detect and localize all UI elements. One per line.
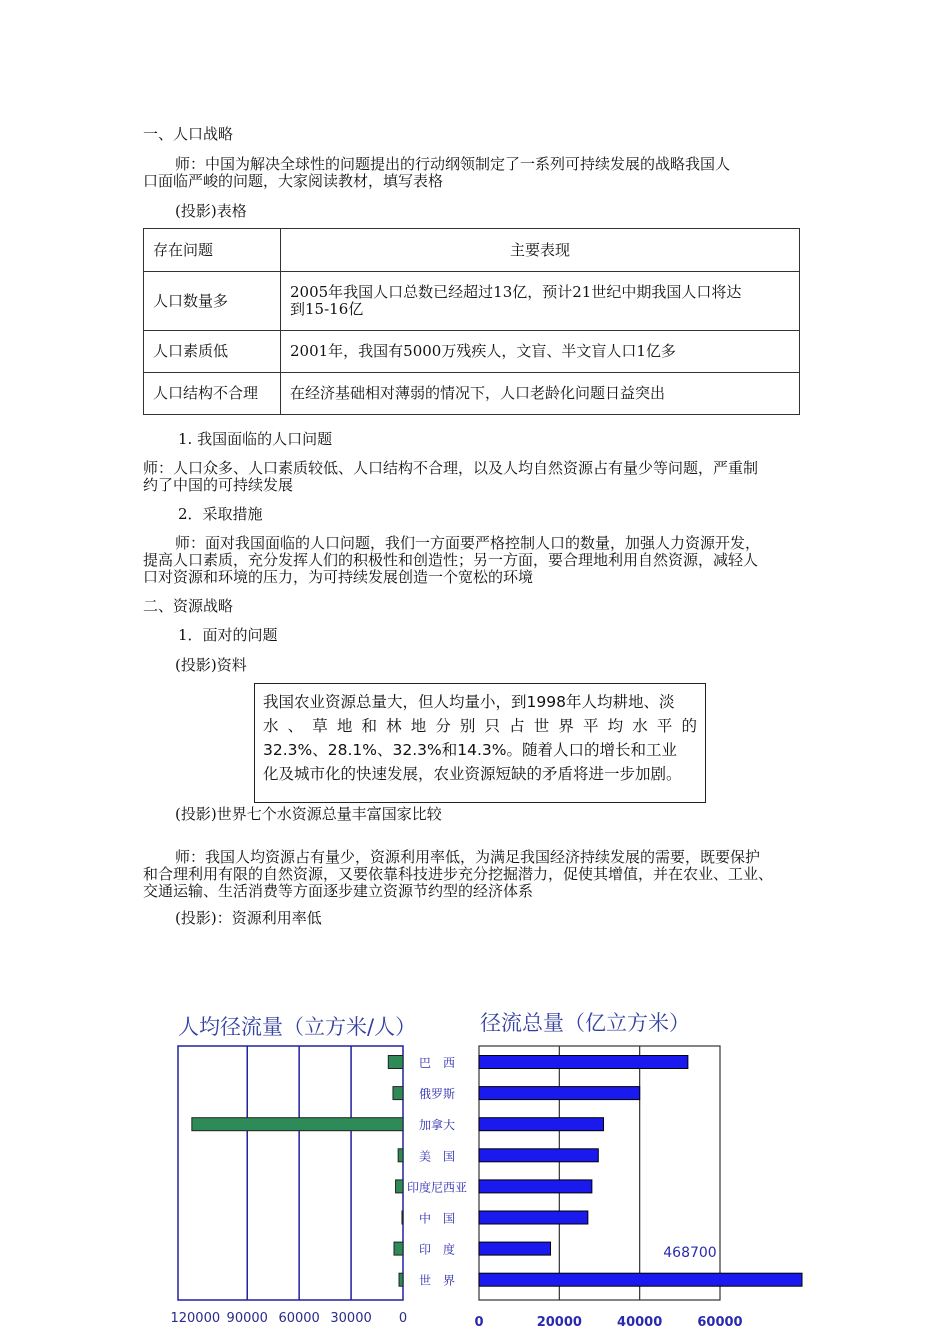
table-row: [144, 331, 800, 373]
right-chart-bar: [479, 1180, 592, 1193]
table-header-detail: 主要表现: [281, 229, 800, 272]
material-line-3: 32.3%、28.1%、32.3%和14.3%。随着人口的增长和工业: [263, 741, 677, 759]
right-chart-tick-label: 0: [474, 1315, 484, 1330]
right-chart-tick-label: 40000: [617, 1315, 663, 1330]
left-chart-bar: [394, 1242, 403, 1255]
left-chart-bar: [393, 1087, 403, 1100]
projection-label-water-comparison: (投影)世界七个水资源总量丰富国家比较: [175, 805, 442, 823]
projection-label-utilization: (投影)：资源利用率低: [175, 909, 322, 927]
left-chart-tick-label: 120000: [170, 1311, 221, 1326]
table-cell-issue: 人口数量多: [144, 272, 281, 331]
left-chart-tick-label: 0: [398, 1311, 408, 1326]
left-chart-bar: [388, 1056, 403, 1069]
table-header-issue: 存在问题: [144, 229, 281, 272]
left-chart-frame: [178, 1046, 403, 1300]
right-chart-bar: [479, 1273, 802, 1286]
left-chart-bar: [192, 1118, 403, 1131]
paragraph-4-line-3: 交通运输、生活消费等方面逐步建立资源节约型的经济体系: [143, 882, 534, 900]
right-chart: [474, 1046, 802, 1330]
population-issues-table: [143, 228, 800, 415]
subheading-measures: 2．采取措施: [178, 505, 263, 523]
table-cell-issue: 人口结构不合理: [144, 373, 281, 415]
left-chart: [170, 1046, 407, 1326]
left-chart-bar: [398, 1149, 403, 1162]
paragraph-4-line-1: 师：我国人均资源占有量少，资源利用率低，为满足我国经济持续发展的需要，既要保护: [175, 848, 761, 866]
paragraph-2-line-2: 约了中国的可持续发展: [143, 476, 294, 494]
material-box: [254, 683, 706, 803]
paragraph-3-line-3: 口对资源和环境的压力，为可持续发展创造一个宽松的环境: [143, 568, 534, 586]
paragraph-3-line-2: 提高人口素质，充分发挥人们的积极性和创造性；另一方面，要合理地利用自然资源，减轻人: [143, 551, 759, 569]
category-label: 俄罗斯: [418, 1087, 456, 1102]
projection-label-material: (投影)资料: [175, 656, 247, 674]
material-line-1: 我国农业资源总量大，但人均量小，到1998年人均耕地、淡: [263, 693, 675, 711]
category-label: 中 国: [418, 1211, 456, 1226]
table-row: [144, 373, 800, 415]
paragraph-1-line-2: 口面临严峻的问题，大家阅读教材，填写表格: [143, 172, 444, 190]
right-chart-tick-label: 60000: [697, 1315, 743, 1330]
right-chart-title: 径流总量（亿立方米）: [480, 1011, 690, 1035]
table-cell-detail: 在经济基础相对薄弱的情况下，人口老龄化问题日益突出: [281, 373, 800, 415]
left-chart-bar: [399, 1273, 403, 1286]
paragraph-4-line-2: 和合理利用有限的自然资源，又要依靠科技进步充分挖掘潜力，促使其增值，并在农业、工业、: [143, 865, 774, 883]
left-chart-bar: [402, 1211, 403, 1224]
subheading-population-problems: 1. 我国面临的人口问题: [178, 430, 333, 448]
material-line-2: 水、草地和林地分别只占世界平均水平的: [263, 717, 697, 735]
right-chart-bar: [479, 1242, 550, 1255]
left-chart-tick-label: 30000: [330, 1311, 372, 1326]
right-chart-bar: [479, 1211, 588, 1224]
table-header-row: [144, 229, 800, 272]
right-chart-bar: [479, 1056, 688, 1069]
water-resource-charts: [0, 1030, 950, 1344]
left-chart-tick-label: 90000: [226, 1311, 268, 1326]
subheading-problems: 1．面对的问题: [178, 626, 278, 644]
right-chart-tick-label: 20000: [536, 1315, 582, 1330]
paragraph-1-line-1: 师：中国为解决全球性的问题提出的行动纲领制定了一系列可持续发展的战略我国人: [175, 155, 731, 173]
category-label: 美 国: [418, 1149, 456, 1164]
category-label: 印度尼西亚: [406, 1180, 468, 1195]
category-label: 世 界: [418, 1273, 456, 1288]
right-chart-annotation: 468700: [663, 1245, 717, 1261]
category-label: 巴 西: [418, 1056, 456, 1070]
section-heading-population: 一、人口战略: [143, 125, 234, 143]
right-chart-frame: [479, 1046, 720, 1300]
table-cell-issue: 人口素质低: [144, 331, 281, 373]
category-label: 加拿大: [418, 1118, 456, 1133]
left-chart-title: 人均径流量（立方米/人）: [178, 1015, 417, 1039]
table-cell-detail-line-2: 到15-16亿: [290, 300, 364, 318]
table-row: [144, 272, 800, 331]
right-chart-bar: [479, 1118, 604, 1131]
table-cell-detail: [281, 272, 800, 331]
projection-label-table: (投影)表格: [175, 202, 247, 220]
paragraph-3-line-1: 师：面对我国面临的人口问题，我们一方面要严格控制人口的数量，加强人力资源开发，: [175, 534, 761, 552]
left-chart-bar: [396, 1180, 403, 1193]
table-cell-detail: 2001年，我国有5000万残疾人，文盲、半文盲人口1亿多: [281, 331, 800, 373]
table-cell-detail-line-1: 2005年我国人口总数已经超过13亿，预计21世纪中期我国人口将达: [290, 283, 742, 301]
left-chart-tick-label: 60000: [278, 1311, 320, 1326]
right-chart-bar: [479, 1149, 598, 1162]
material-line-4: 化及城市化的快速发展，农业资源短缺的矛盾将进一步加剧。: [263, 765, 682, 783]
right-chart-bar: [479, 1087, 640, 1100]
country-labels: [407, 1056, 467, 1288]
section-heading-resources: 二、资源战略: [143, 597, 234, 615]
paragraph-2-line-1: 师：人口众多、人口素质较低、人口结构不合理，以及人均自然资源占有量少等问题，严重制: [143, 459, 759, 477]
category-label: 印 度: [418, 1242, 456, 1257]
